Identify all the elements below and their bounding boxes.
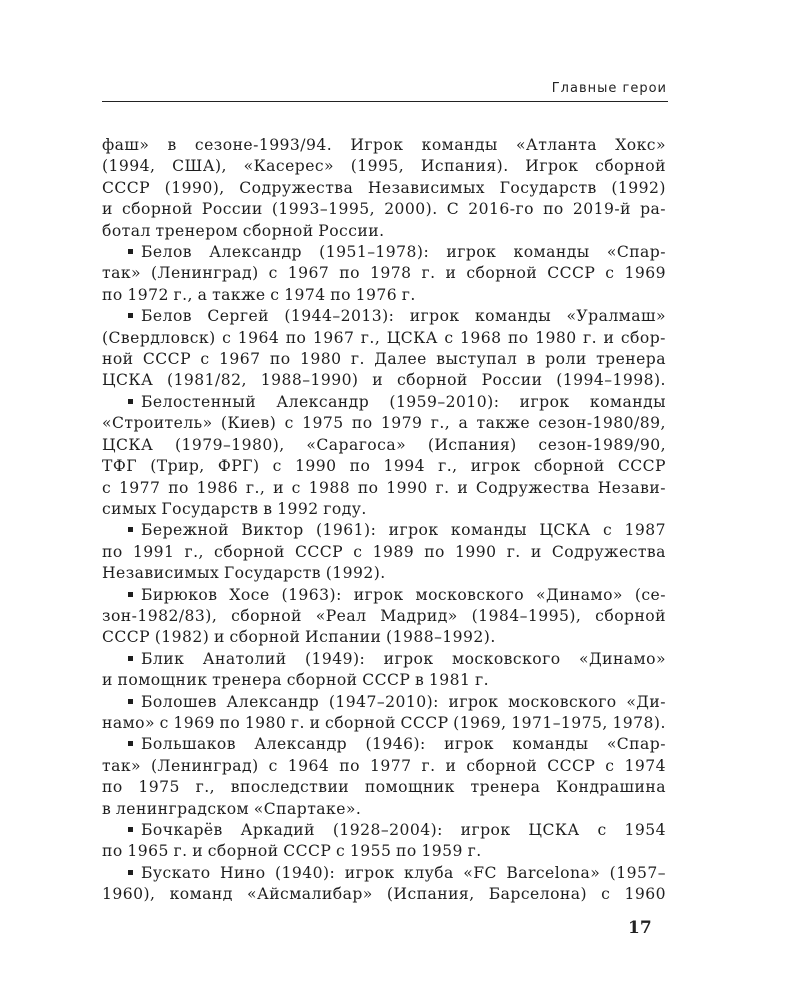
text-line: по 1991 г., сборной СССР с 1989 по 1990 г. и Содружества <box>102 542 666 561</box>
text-line: так» (Ленинград) с 1967 по 1978 г. и сборной СССР с 1969 <box>102 264 666 283</box>
bullet-icon <box>128 313 133 318</box>
page-number: 17 <box>628 918 652 938</box>
text-line: «Строитель» (Киев) с 1975 по 1979 г., а также сезон-1980/89, <box>102 414 666 433</box>
text-line: СССР (1982) и сборной Испании (1988–1992). <box>102 628 496 647</box>
entry-first-line: Белостенный Александр (1959–2010): игрок команды <box>102 392 666 413</box>
text-line: зон-1982/83), сборной «Реал Мадрид» (1984–1995), сборной <box>102 606 666 625</box>
text-line: Независимых Государств (1992). <box>102 564 386 583</box>
text-line: ботал тренером сборной России. <box>102 221 385 240</box>
text-line: фаш» в сезоне-1993/94. Игрок команды «Атланта Хокс» <box>102 136 666 154</box>
body-text <box>102 135 666 906</box>
bullet-icon <box>128 656 133 661</box>
entry-first-line: Белов Сергей (1944–2013): игрок команды «Уралмаш» <box>102 306 666 327</box>
bullet-icon <box>128 827 133 832</box>
running-head: Главные герои <box>551 81 667 96</box>
text-line: по 1975 г., впоследствии помощник тренера Кондрашина <box>102 778 666 797</box>
entry-first-line: Бирюков Хосе (1963): игрок московского «Динамо» (се- <box>102 585 666 606</box>
text-line: (1994, США), «Касерес» (1995, Испания). Игрок сборной <box>102 157 666 176</box>
bullet-icon <box>128 249 133 254</box>
text-line: так» (Ленинград) с 1964 по 1977 г. и сборной СССР с 1974 <box>102 756 666 775</box>
text-line: ЦСКА (1981/82, 1988–1990) и сборной России (1994–1998). <box>102 371 666 390</box>
text-line: СССР (1990), Содружества Независимых Государств (1992) <box>102 178 666 197</box>
entry-first-line: Большаков Александр (1946): игрок команды «Спар- <box>102 734 666 755</box>
header-rule <box>102 101 668 102</box>
entry-first-line: Болошев Александр (1947–2010): игрок московского «Ди- <box>102 692 666 713</box>
bullet-icon <box>128 741 133 746</box>
bullet-icon <box>128 399 133 404</box>
text-line: ТФГ (Трир, ФРГ) с 1990 по 1994 г., игрок сборной СССР <box>102 457 666 476</box>
text-line: и сборной России (1993–1995, 2000). С 2016-го по 2019-й ра- <box>102 200 666 219</box>
entry-first-line: Бережной Виктор (1961): игрок команды ЦСКА с 1987 <box>102 520 666 541</box>
text-line: (Свердловск) с 1964 по 1967 г., ЦСКА с 1968 по 1980 г. и сбор- <box>102 328 666 347</box>
bullet-icon <box>128 527 133 532</box>
bullet-icon <box>128 699 133 704</box>
text-line: 1960), команд «Айсмалибар» (Испания, Барселона) с 1960 <box>102 885 666 904</box>
text-line: симых Государств в 1992 году. <box>102 499 367 518</box>
bullet-icon <box>128 870 133 875</box>
text-line: и помощник тренера сборной СССР в 1981 г. <box>102 671 490 690</box>
entry-first-line: Бускато Нино (1940): игрок клуба «FC Barcelona» (1957– <box>102 863 666 884</box>
text-line: ЦСКА (1979–1980), «Сарагоса» (Испания) сезон-1989/90, <box>102 435 666 454</box>
text-line: по 1972 г., а также с 1974 по 1976 г. <box>102 285 416 304</box>
entry-first-line: Блик Анатолий (1949): игрок московского «Динамо» <box>102 649 666 670</box>
entry-first-line: Белов Александр (1951–1978): игрок команды «Спар- <box>102 242 666 263</box>
text-line: по 1965 г. и сборной СССР с 1955 по 1959 г. <box>102 842 482 861</box>
entry-first-line: Бочкарёв Аркадий (1928–2004): игрок ЦСКА с 1954 <box>102 820 666 841</box>
text-line: в ленинградском «Спартаке». <box>102 799 362 818</box>
bullet-icon <box>128 592 133 597</box>
text-line: намо» с 1969 по 1980 г. и сборной СССР (1969, 1971–1975, 1978). <box>102 713 666 732</box>
text-line: ной СССР с 1967 по 1980 г. Далее выступал в роли тренера <box>102 350 666 369</box>
text-line: с 1977 по 1986 г., и с 1988 по 1990 г. и Содружества Незави- <box>102 478 666 497</box>
